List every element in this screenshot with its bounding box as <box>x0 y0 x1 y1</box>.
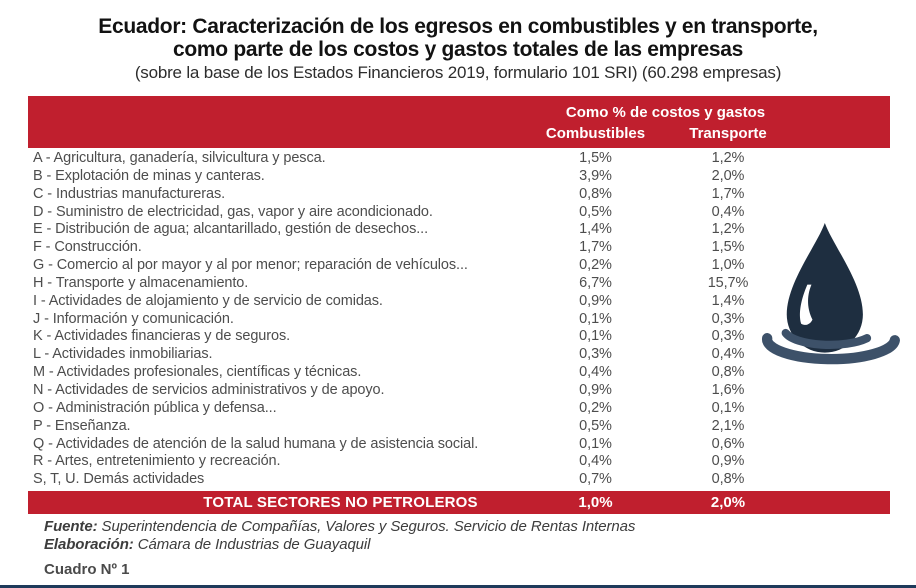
table-row <box>28 168 890 186</box>
sector-cell: A - Agricultura, ganadería, silvicultura y pesca. <box>33 150 326 166</box>
total-combustibles: 1,0% <box>578 494 613 512</box>
footer-block <box>44 518 635 578</box>
combustibles-cell: 0,9% <box>579 292 612 309</box>
transporte-cell: 2,0% <box>711 167 745 184</box>
combustibles-cell: 0,4% <box>579 453 612 470</box>
combustibles-cell: 0,1% <box>579 328 612 345</box>
column-headers <box>28 125 890 142</box>
sector-cell: N - Actividades de servicios administrativos y de apoyo. <box>33 381 385 398</box>
elaboration-label: Elaboración: <box>44 536 134 553</box>
sector-cell: B - Explotación de minas y canteras. <box>33 167 265 184</box>
transporte-cell: 0,3% <box>711 310 745 327</box>
page-title-line1: Ecuador: Caracterización de los egresos en combustibles y en transporte, <box>98 15 818 38</box>
row-right-spacer <box>798 453 890 471</box>
sector-cell: S, T, U. Demás actividades <box>33 471 205 488</box>
source-text: Superintendencia de Compañías, Valores y Seguros. Servicio de Rentas Internas <box>97 518 636 535</box>
row-right-spacer <box>798 204 890 222</box>
sector-cell: M - Actividades profesionales, científicas y técnicas. <box>33 364 362 381</box>
combustibles-cell: 0,7% <box>579 471 612 488</box>
sector-cell: F - Construcción. <box>33 239 142 256</box>
sector-cell: C - Industrias manufactureras. <box>33 185 226 202</box>
table-row <box>28 186 890 204</box>
table-row <box>28 382 890 400</box>
row-right-spacer <box>798 400 890 418</box>
transporte-cell: 0,9% <box>711 453 745 470</box>
transporte-cell: 0,8% <box>711 364 745 381</box>
table-row <box>28 453 890 471</box>
sector-cell: K - Actividades financieras y de seguros. <box>33 328 291 345</box>
combustibles-cell: 3,9% <box>579 167 612 184</box>
sector-cell: I - Actividades de alojamiento y de servicio de comidas. <box>33 292 383 309</box>
table-row <box>28 400 890 418</box>
column-header-combustibles: Combustibles <box>545 125 646 142</box>
combustibles-cell: 1,5% <box>579 150 612 166</box>
transporte-cell: 1,6% <box>711 381 745 398</box>
page-title-line2: como parte de los costos y gastos totales de las empresas <box>173 38 743 61</box>
source-line <box>44 518 635 536</box>
combustibles-cell: 1,4% <box>579 221 612 238</box>
sector-cell: R - Artes, entretenimiento y recreación. <box>33 453 281 470</box>
combustibles-cell: 0,1% <box>579 310 612 327</box>
row-right-spacer <box>798 186 890 204</box>
total-label: TOTAL SECTORES NO PETROLEROS <box>203 494 478 512</box>
table-caption: Cuadro Nº 1 <box>44 561 130 578</box>
combustibles-cell: 0,5% <box>579 417 612 434</box>
transporte-cell: 0,8% <box>711 471 745 488</box>
combustibles-cell: 1,7% <box>579 239 612 256</box>
combustibles-cell: 0,1% <box>579 435 612 452</box>
row-right-spacer <box>798 150 890 168</box>
combustibles-cell: 0,2% <box>579 399 612 416</box>
combustibles-cell: 0,4% <box>579 364 612 381</box>
source-label: Fuente: <box>44 518 98 535</box>
transporte-cell: 1,0% <box>711 257 745 274</box>
total-row <box>28 491 890 514</box>
table-header-band <box>28 96 890 148</box>
transporte-cell: 15,7% <box>707 274 749 291</box>
transporte-cell: 1,7% <box>711 185 745 202</box>
combustibles-cell: 6,7% <box>579 274 612 291</box>
transporte-cell: 1,4% <box>711 292 745 309</box>
total-transporte: 2,0% <box>710 494 746 512</box>
table-row <box>28 436 890 454</box>
table-row <box>28 471 890 489</box>
sector-cell: H - Transporte y almacenamiento. <box>33 274 249 291</box>
sector-cell: J - Información y comunicación. <box>33 310 234 327</box>
row-right-spacer <box>798 168 890 186</box>
sector-cell: D - Suministro de electricidad, gas, vapor y aire acondicionado. <box>33 203 433 220</box>
right-column-spacer <box>798 125 890 142</box>
transporte-cell: 1,5% <box>711 239 745 256</box>
sector-cell: E - Distribución de agua; alcantarillado, gestión de desechos... <box>33 221 429 238</box>
table-row <box>28 418 890 436</box>
row-right-spacer <box>798 418 890 436</box>
elaboration-text: Cámara de Industrias de Guayaquil <box>133 536 371 553</box>
transporte-cell: 0,4% <box>711 346 745 363</box>
transporte-cell: 0,4% <box>711 203 745 220</box>
table-row <box>28 150 890 168</box>
column-header-transporte: Transporte <box>689 125 767 142</box>
table-row <box>28 204 890 222</box>
combustibles-cell: 0,3% <box>579 346 612 363</box>
transporte-cell: 0,6% <box>711 435 745 452</box>
transporte-cell: 0,3% <box>711 328 745 345</box>
header-group-label: Como % de costos y gastos <box>565 104 766 121</box>
combustibles-cell: 0,2% <box>579 257 612 274</box>
combustibles-cell: 0,8% <box>579 185 612 202</box>
combustibles-cell: 0,5% <box>579 203 612 220</box>
combustibles-cell: 0,9% <box>579 381 612 398</box>
page-subtitle: (sobre la base de los Estados Financieros 2019, formulario 101 SRI) (60.298 empresas) <box>134 63 782 82</box>
transporte-cell: 0,1% <box>711 399 745 416</box>
sector-cell: O - Administración pública y defensa... <box>33 399 277 416</box>
sector-cell: P - Enseñanza. <box>33 417 131 434</box>
sector-column-spacer <box>28 125 533 142</box>
title-block <box>0 15 916 83</box>
row-right-spacer <box>798 471 890 489</box>
transporte-cell: 1,2% <box>711 221 745 238</box>
elaboration-line <box>44 536 635 554</box>
row-right-spacer <box>798 382 890 400</box>
sector-cell: Q - Actividades de atención de la salud humana y de asistencia social. <box>33 435 479 452</box>
transporte-cell: 1,2% <box>711 150 745 166</box>
row-right-spacer <box>798 436 890 454</box>
transporte-cell: 2,1% <box>711 417 745 434</box>
water-drop-icon <box>760 220 902 372</box>
sector-cell: G - Comercio al por mayor y al por menor; reparación de vehículos... <box>33 257 468 274</box>
sector-cell: L - Actividades inmobiliarias. <box>33 346 213 363</box>
